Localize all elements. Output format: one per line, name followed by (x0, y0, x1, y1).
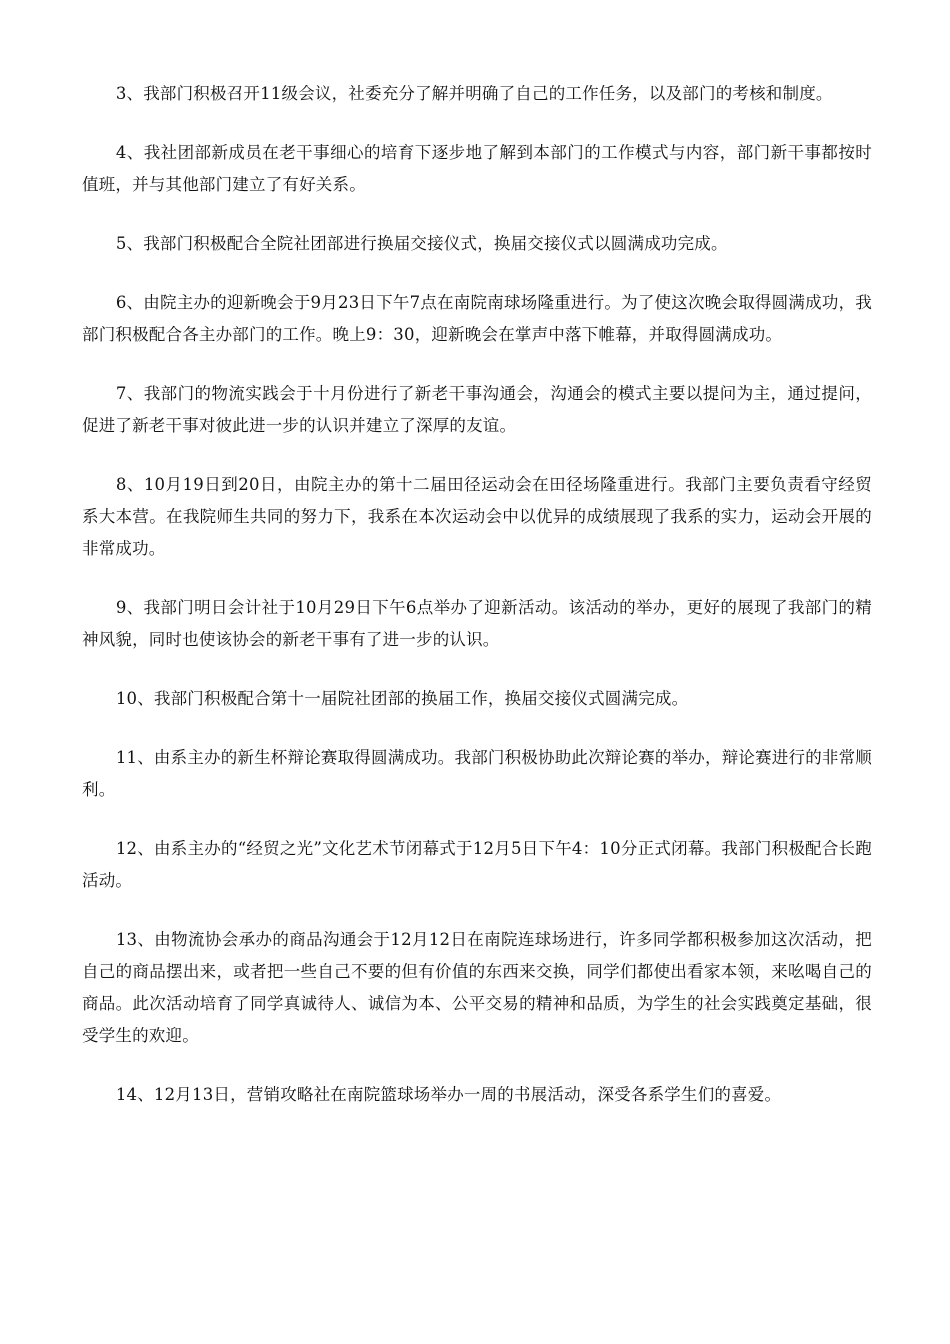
paragraph-12: 12、由系主办的“经贸之光”文化艺术节闭幕式于12月5日下午4：10分正式闭幕。我部门积极配合长跑活动。 (82, 839, 872, 890)
paragraph-14: 14、12月13日，营销攻略社在南院篮球场举办一周的书展活动，深受各系学生们的喜爱。 (115, 1085, 782, 1104)
paragraph-5: 5、我部门积极配合全院社团部进行换届交接仪式，换届交接仪式以圆满成功完成。 (115, 234, 728, 253)
paragraph-10: 10、我部门积极配合第十一届院社团部的换届工作，换届交接仪式圆满完成。 (115, 689, 689, 708)
paragraph-3: 3、我部门积极召开11级会议，社委充分了解并明确了自己的工作任务，以及部门的考核和制度。 (115, 84, 833, 103)
paragraph-8: 8、10月19日到20日，由院主办的第十二届田径运动会在田径场隆重进行。我部门主要负责看守经贸系大本营。在我院师生共同的努力下，我系在本次运动会中以优异的成绩展现了我系的实力，运动会开展的非常成功。 (82, 475, 872, 558)
paragraph-9: 9、我部门明日会计社于10月29日下午6点举办了迎新活动。该活动的举办，更好的展现了我部门的精神风貌，同时也使该协会的新老干事有了进一步的认识。 (82, 598, 872, 649)
paragraph-6: 6、由院主办的迎新晚会于9月23日下午7点在南院南球场隆重进行。为了使这次晚会取得圆满成功，我部门积极配合各主办部门的工作。晚上9：30，迎新晚会在掌声中落下帷幕，并取得圆满成功。 (82, 293, 872, 344)
paragraph-13: 13、由物流协会承办的商品沟通会于12月12日在南院连球场进行，许多同学都积极参加这次活动，把自己的商品摆出来，或者把一些自己不要的但有价值的东西来交换，同学们都使出看家本领，来吆喝自己的商品。此次活动培育了同学真诚待人、诚信为本、公平交易的精神和品质，为学生的社会实践奠定基础，很受学生的欢迎。 (82, 930, 872, 1045)
paragraph-7: 7、我部门的物流实践会于十月份进行了新老干事沟通会，沟通会的模式主要以提问为主，通过提问，促进了新老干事对彼此进一步的认识并建立了深厚的友谊。 (82, 384, 872, 435)
document-body (82, 78, 872, 1138)
paragraph-4: 4、我社团部新成员在老干事细心的培育下逐步地了解到本部门的工作模式与内容，部门新干事都按时值班，并与其他部门建立了有好关系。 (82, 143, 872, 194)
paragraph-11: 11、由系主办的新生杯辩论赛取得圆满成功。我部门积极协助此次辩论赛的举办，辩论赛进行的非常顺利。 (82, 748, 873, 799)
